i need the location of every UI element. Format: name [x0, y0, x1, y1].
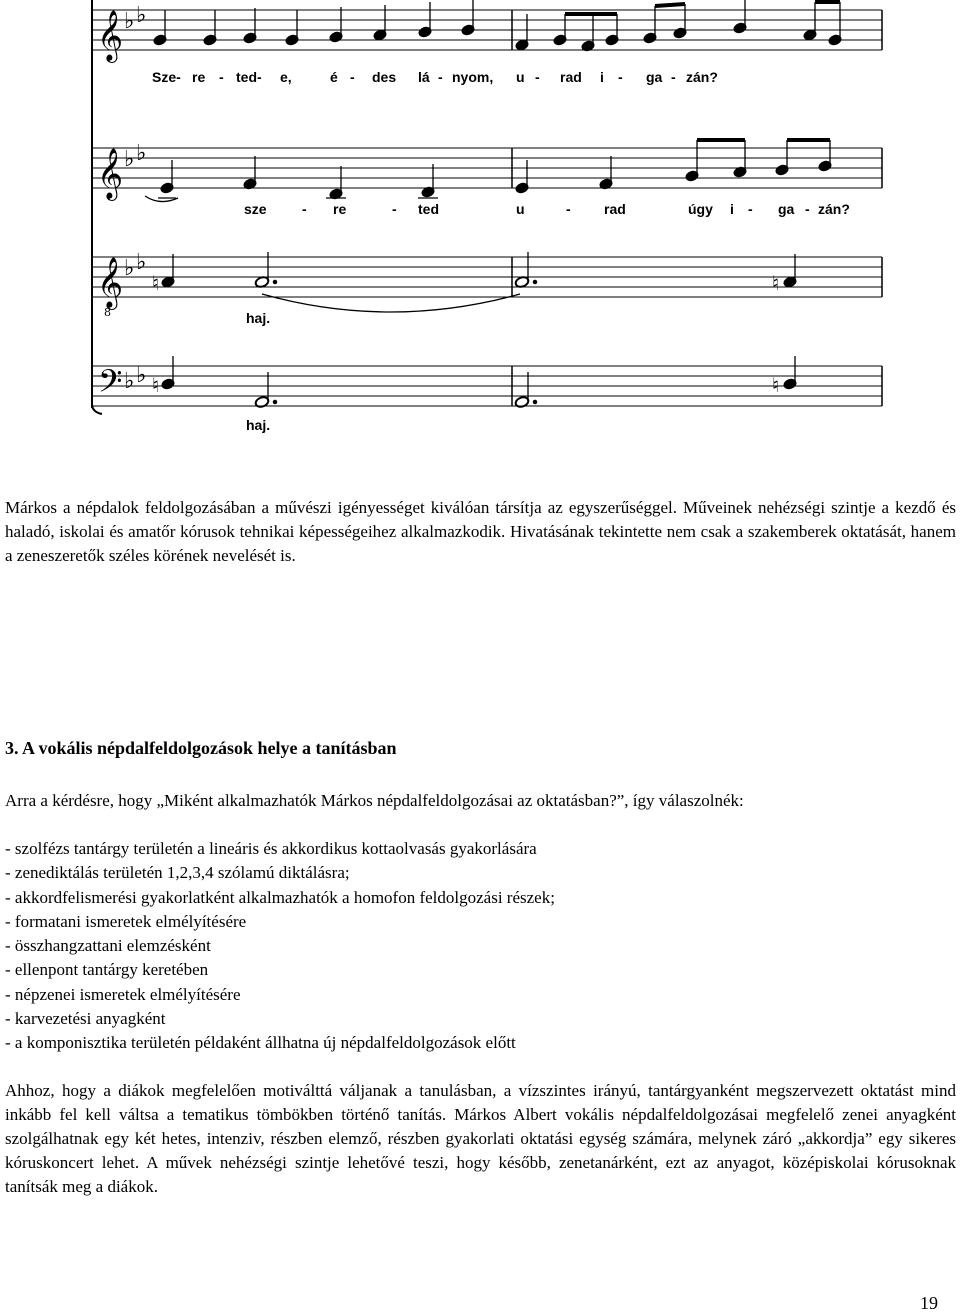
flat-icon: ♭ [136, 3, 147, 28]
staff-1-notes [153, 0, 842, 52]
list-item: - akkordfelismerési gyakorlatként alkalmazhatók a homofon feldolgozási részek; [5, 887, 555, 907]
svg-text:i: i [600, 69, 604, 85]
svg-text:u: u [516, 69, 525, 85]
svg-text:♮: ♮ [152, 271, 160, 295]
svg-text:-: - [392, 201, 397, 217]
staff-4-notes [152, 356, 797, 408]
list-item: - karvezetési anyagként [5, 1009, 166, 1029]
page-number: 19 [920, 1293, 938, 1313]
list-item: - szolfézs tantárgy területén a lineáris és akkordikus kottaolvasás gyakorlására [5, 839, 537, 858]
svg-text:úgy: úgy [688, 201, 713, 217]
svg-text:-: - [219, 69, 224, 85]
treble-clef-icon: 𝄞 [97, 148, 124, 199]
flat-icon: ♭ [124, 369, 135, 394]
treble-clef-icon: 𝄞 [97, 10, 124, 61]
treble-clef-icon: 𝄞 [97, 257, 124, 308]
svg-text:♮: ♮ [152, 373, 160, 397]
flat-icon: ♭ [124, 256, 135, 281]
svg-text:rad: rad [604, 201, 626, 217]
list-item: - népzenei ismeretek elmélyítésére [5, 984, 241, 1004]
svg-text:é: é [330, 69, 338, 85]
usage-list [5, 837, 555, 1056]
svg-text:u: u [516, 201, 525, 217]
svg-text:zán?: zán? [818, 201, 850, 217]
staff-3 [92, 257, 882, 297]
svg-text:-: - [671, 69, 676, 85]
svg-text:nyom,: nyom, [452, 69, 494, 85]
paragraph-conclusion: Ahhoz, hogy a diákok megfelelően motiválttá váljanak a tanulásban, a vízszintes irányú, tantárgyanként megszervezett oktatást mind inkább fel kell váltsa a tematikus tömbökben történő tanítás. Márkos Albert vokális népdalfeldolgozásai megfelelő zenei anyagként szolgálhatnak egy két hetes, intenziv, részben elemző, részben gyakorlati oktatási egység számára, melynek záró „akkordja” egy sikeres kóruskoncert lehet. A művek nehézségi szintje lehetővé teszi, hogy később, zenetanárként, ezt az anyagot, középiskolai kórusoknak tanítsák meg a diákok. [5, 1081, 956, 1196]
svg-text:♮: ♮ [772, 271, 780, 295]
svg-text:lá: lá [418, 69, 430, 85]
svg-text:ted: ted [418, 201, 439, 217]
svg-text:ga: ga [778, 201, 795, 217]
question-sentence: Arra a kérdésre, hogy „Miként alkalmazhatók Márkos népdalfeldolgozásai az oktatásban?”, így válaszolnék: [5, 791, 744, 810]
staff-2-notes [145, 140, 832, 202]
flat-icon: ♭ [124, 147, 135, 172]
staff-3-notes [152, 252, 797, 312]
svg-text:e,: e, [280, 69, 292, 85]
list-item: - összhangzattani elemzésként [5, 936, 211, 956]
bass-clef-icon: 𝄢 [98, 363, 123, 407]
svg-text:-: - [438, 69, 443, 85]
svg-text:-: - [535, 69, 540, 85]
list-item: - formatani ismeretek elmélyítésére [5, 911, 247, 931]
list-item: - ellenpont tantárgy keretében [5, 960, 209, 980]
svg-text:ga: ga [646, 69, 663, 85]
svg-text:i: i [730, 201, 734, 217]
flat-icon: ♭ [136, 250, 147, 275]
svg-text:-: - [618, 69, 623, 85]
svg-text:re: re [333, 201, 347, 217]
svg-text:-: - [805, 201, 810, 217]
svg-text:-: - [350, 69, 355, 85]
svg-text:♮: ♮ [772, 373, 780, 397]
list-item: - zenediktálás területén 1,2,3,4 szólamú diktálásra; [5, 863, 350, 883]
svg-text:-: - [302, 201, 307, 217]
svg-text:re: re [192, 69, 206, 85]
svg-text:zán?: zán? [686, 69, 718, 85]
flat-icon: ♭ [136, 141, 147, 166]
svg-text:sze: sze [244, 201, 267, 217]
flat-icon: ♭ [136, 363, 147, 388]
octave-mark: 8 [104, 306, 111, 319]
staff-4 [92, 366, 882, 406]
list-item: - a komponisztika területén példaként állhatna új népdalfeldolgozások előtt [5, 1033, 516, 1053]
staff-1-lyrics [152, 69, 718, 85]
score-drawing [0, 0, 960, 440]
svg-text:rad: rad [560, 69, 582, 85]
svg-text:Sze-: Sze- [152, 69, 181, 85]
music-score-excerpt [0, 0, 960, 440]
svg-text:des: des [372, 69, 397, 85]
svg-text:-: - [748, 201, 753, 217]
paragraph-intro: Márkos a népdalok feldolgozásában a művészi igényességet kiválóan társítja az egyszerűséggel. Műveinek nehézségi szintje a kezdő és haladó, iskolai és amatőr kórusok tehnikai képességeihez alkalmazkodik. Hivatásának tekintette nem csak a szakemberek oktatását, hanem a zeneszeretők széles körének nevelését is. [5, 498, 956, 565]
svg-text:haj.: haj. [246, 310, 271, 326]
svg-text:haj.: haj. [246, 417, 271, 433]
staff-2-lyrics [244, 201, 850, 217]
section-heading: 3. A vokális népdalfeldolgozások helye a tanításban [5, 738, 397, 758]
svg-text:ted-: ted- [236, 69, 262, 85]
staff-2 [92, 148, 882, 188]
svg-text:-: - [566, 201, 571, 217]
flat-icon: ♭ [124, 9, 135, 34]
